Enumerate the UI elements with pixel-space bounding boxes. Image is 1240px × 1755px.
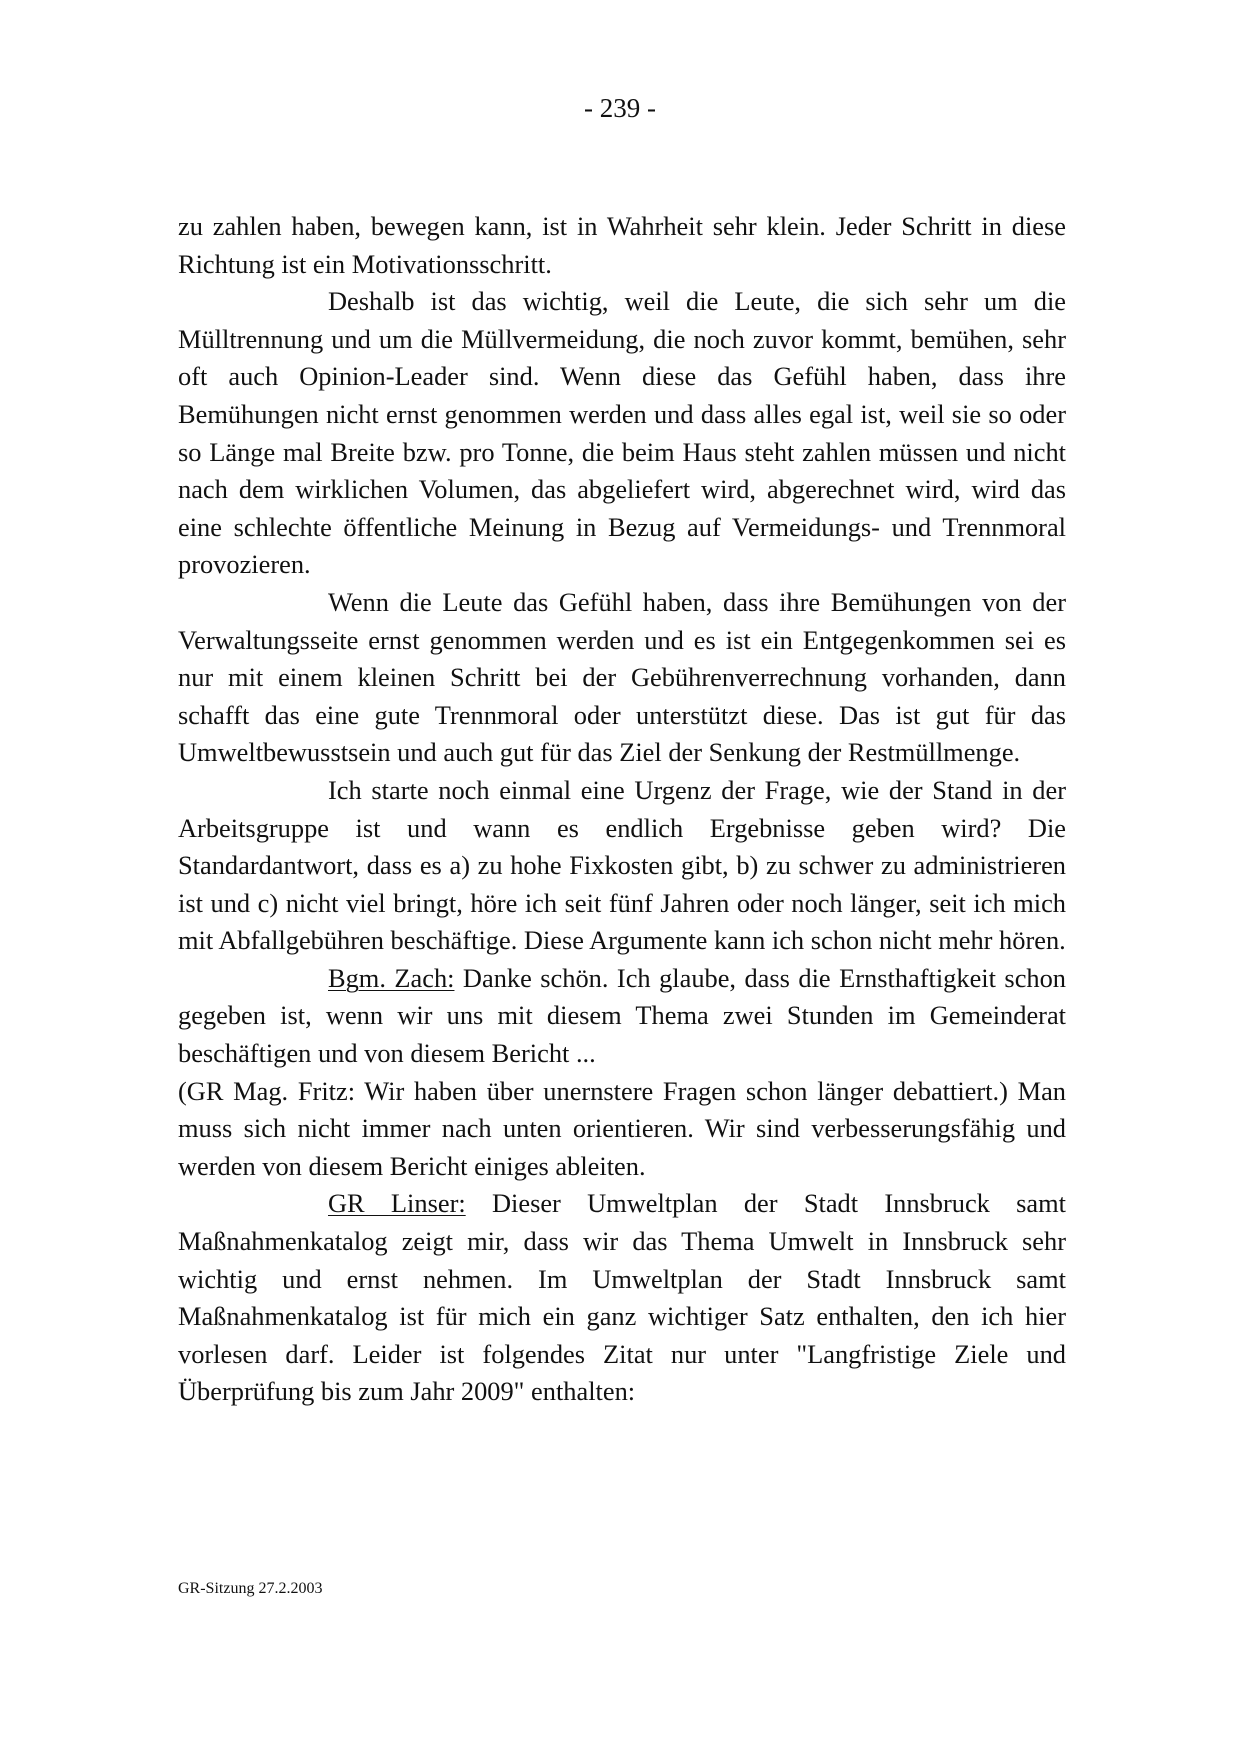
paragraph-text: Danke schön. Ich glaube, dass die Ernsthaftigkeit schon gegeben ist, wenn wir uns mit diesem Thema zwei Stunden im Gemeinderat beschäftigen und von diesem Bericht ...	[178, 962, 1066, 1069]
document-body	[178, 208, 1066, 1411]
page-number: - 239 -	[584, 93, 656, 123]
paragraph-continuation	[178, 208, 1066, 283]
footer-session-date: GR-Sitzung 27.2.2003	[178, 1580, 323, 1597]
interjection-paragraph	[178, 1073, 1066, 1186]
paragraph-text: zu zahlen haben, bewegen kann, ist in Wahrheit sehr klein. Jeder Schritt in diese Richtung ist ein Motivationsschritt.	[178, 211, 1066, 279]
paragraph-text: Deshalb ist das wichtig, weil die Leute, die sich sehr um die Mülltrennung und um die Müllvermeidung, die noch zuvor kommt, bemühen, sehr oft auch Opinion-Leader sind. Wenn diese das Gefühl haben, dass ihre Bemühungen nicht ernst genommen werden und dass alles egal ist, weil sie so oder so Länge mal Breite bzw. pro Tonne, die beim Haus steht zahlen müssen und nicht nach dem wirklichen Volumen, das abgeliefert wird, abgerechnet wird, wird das eine schlechte öffentliche Meinung in Bezug auf Vermeidungs- und Trennmoral provozieren.	[178, 286, 1066, 580]
paragraph	[178, 584, 1066, 772]
paragraph-text: Ich starte noch einmal eine Urgenz der Frage, wie der Stand in der Arbeitsgruppe ist und wann es endlich Ergebnisse geben wird? Die Standardantwort, dass es a) zu hohe Fixkosten gibt, b) zu schwer zu administrieren ist und c) nicht viel bringt, höre ich seit fünf Jahren oder noch länger, seit ich mich mit Abfallgebühren beschäftige. Diese Argumente kann ich schon nicht mehr hören.	[178, 774, 1066, 956]
paragraph-text: (GR Mag. Fritz: Wir haben über unernstere Fragen schon länger debattiert.) Man muss sich nicht immer nach unten orientieren. Wir sind verbesserungsfähig und werden von diesem Bericht einiges ableiten.	[178, 1075, 1066, 1181]
paragraph	[178, 772, 1066, 960]
speech-paragraph	[178, 1185, 1066, 1411]
speaker-name: Bgm. Zach:	[328, 962, 455, 993]
paragraph-text: Wenn die Leute das Gefühl haben, dass ihre Bemühungen von der Verwaltungsseite ernst genommen werden und es ist ein Entgegenkommen sei es nur mit einem kleinen Schritt bei der Gebührenverrechnung vorhanden, dann schafft das eine gute Trennmoral oder unterstützt diese. Das ist gut für das Umweltbewusstsein und auch gut für das Ziel der Senkung der Restmüllmenge.	[178, 586, 1066, 768]
paragraph	[178, 283, 1066, 584]
speech-paragraph	[178, 960, 1066, 1073]
speaker-name: GR Linser:	[328, 1188, 466, 1219]
paragraph-text: Dieser Umweltplan der Stadt Innsbruck samt Maßnahmenkatalog zeigt mir, dass wir das Thema Umwelt in Innsbruck sehr wichtig und ernst nehmen. Im Umweltplan der Stadt Innsbruck samt Maßnahmenkatalog ist für mich ein ganz wichtiger Satz enthalten, den ich hier vorlesen darf. Leider ist folgendes Zitat nur unter "Langfristige Ziele und Überprüfung bis zum Jahr 2009" enthalten:	[178, 1188, 1066, 1407]
